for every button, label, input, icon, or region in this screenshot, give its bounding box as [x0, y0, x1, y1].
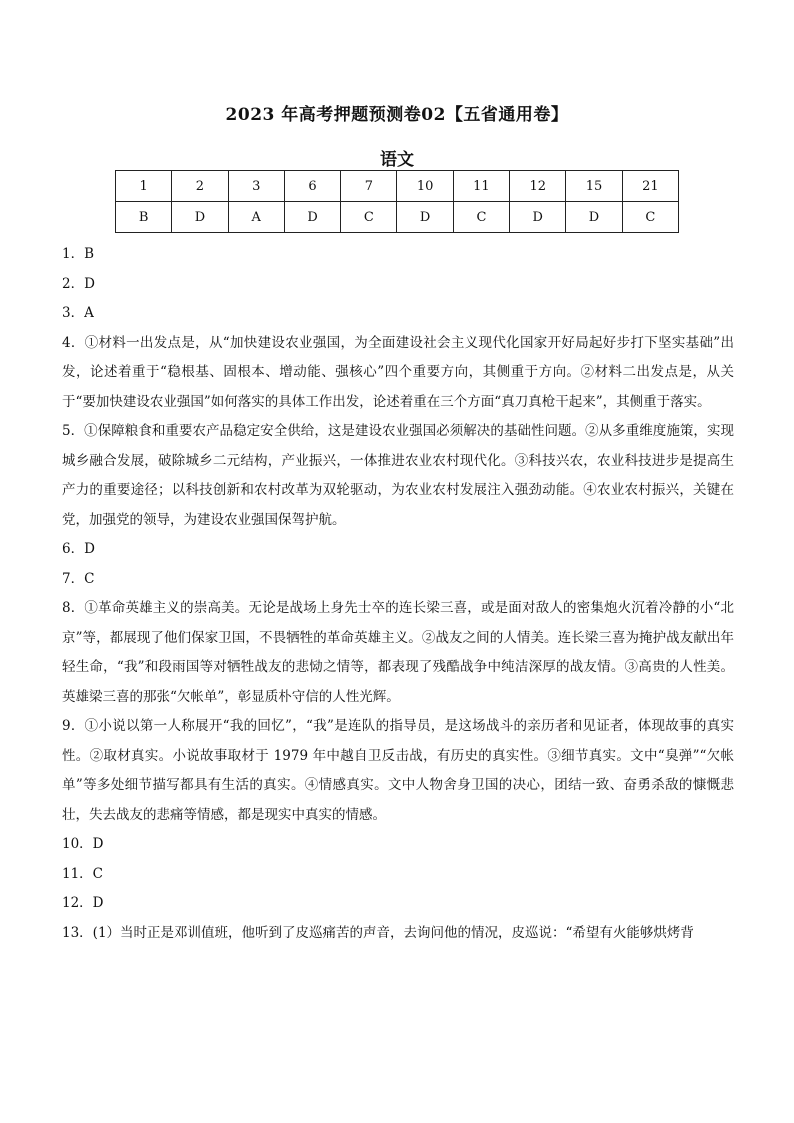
answer-item-12: 12．D — [62, 895, 104, 911]
answer-item-3: 3．A — [62, 305, 94, 321]
answer-item-6: 6．D — [62, 541, 95, 557]
answer-cell: A — [228, 202, 284, 233]
answer-item-8: 8．①革命英雄主义的崇高美。无论是战场上身先士卒的连长梁三喜，或是面对敌人的密集炮火沉着冷静的小“北京”等，都展现了他们保家卫国，不畏牺牲的革命英雄主义。②战友之间的人情美。连长梁三喜为掩护战友献出年轻生命，“我”和段雨国等对牺牲战友的悲恸之情等，都表现了残酷战争中纯洁深厚的战友情。③高贵的人性美。英雄梁三喜的那张“欠帐单”，彰显质朴守信的人性光辉。 — [62, 600, 734, 705]
document-title: 2023 年高考押题预测卷02【五省通用卷】 — [225, 105, 569, 125]
question-number-cell: 7 — [341, 171, 397, 202]
question-number-cell: 12 — [510, 171, 566, 202]
question-number-row — [116, 171, 679, 202]
answer-item-4: 4．①材料一出发点是，从“加快建设农业强国，为全面建设社会主义现代化国家开好局起好步打下坚实基础”出发，论述着重于“稳根基、固根本、增动能、强核心”四个重要方向，其侧重于方向。②材料二出发点是，从关于“要加快建设农业强国”如何落实的具体工作出发，论述着重在三个方面“真刀真枪干起来”，其侧重于落实。 — [62, 334, 734, 410]
answer-key-table — [115, 170, 679, 233]
answer-explanations — [62, 240, 734, 948]
answer-item-13: 13．(1）当时正是邓训值班，他听到了皮巡痛苦的声音，去询问他的情况，皮巡说：“希望有火能够烘烤背 — [62, 924, 694, 941]
answer-cell: C — [622, 202, 678, 233]
answer-cell: C — [341, 202, 397, 233]
answer-row — [116, 202, 679, 233]
question-number-cell: 15 — [566, 171, 622, 202]
answer-item-5: 5．①保障粮食和重要农产品稳定安全供给，这是建设农业强国必须解决的基础性问题。②从多重维度施策，实现城乡融合发展，破除城乡二元结构，产业振兴，一体推进农业农村现代化。③科技兴农，农业科技进步是提高生产力的重要途径；以科技创新和农村改革为双轮驱动，为农业农村发展注入强劲动能。④农业农村振兴，关键在党，加强党的领导，为建设农业强国保驾护航。 — [62, 423, 734, 528]
answer-item-9: 9．①小说以第一人称展开“我的回忆”，“我”是连队的指导员，是这场战斗的亲历者和见证者，体现故事的真实性。②取材真实。小说故事取材于 1979 年中越自卫反击战，有历史的真实性。③细节真实。文中“臭弹”“欠帐单”等多处细节描写都具有生活的真实。④情感真实。文中人物舍身卫国的决心，团结一致、奋勇杀敌的慷慨悲壮，失去战友的悲痛等情感，都是现实中真实的情感。 — [62, 718, 734, 823]
answer-cell: D — [172, 202, 228, 233]
question-number-cell: 1 — [116, 171, 172, 202]
question-number-cell: 10 — [397, 171, 453, 202]
answer-cell: D — [397, 202, 453, 233]
answer-item-10: 10．D — [62, 836, 104, 852]
answer-cell: D — [566, 202, 622, 233]
answer-item-11: 11．C — [62, 865, 104, 882]
question-number-cell: 6 — [284, 171, 340, 202]
answer-cell: B — [116, 202, 172, 233]
answer-cell: D — [284, 202, 340, 233]
question-number-cell: 2 — [172, 171, 228, 202]
answer-item-7: 7．C — [62, 570, 95, 587]
subject-heading: 语文 — [380, 150, 414, 170]
answer-cell: D — [510, 202, 566, 233]
answer-cell: C — [453, 202, 509, 233]
question-number-cell: 11 — [453, 171, 509, 202]
question-number-cell: 3 — [228, 171, 284, 202]
answer-item-2: 2．D — [62, 275, 95, 292]
question-number-cell: 21 — [622, 171, 678, 202]
answer-item-1: 1．B — [62, 246, 95, 262]
